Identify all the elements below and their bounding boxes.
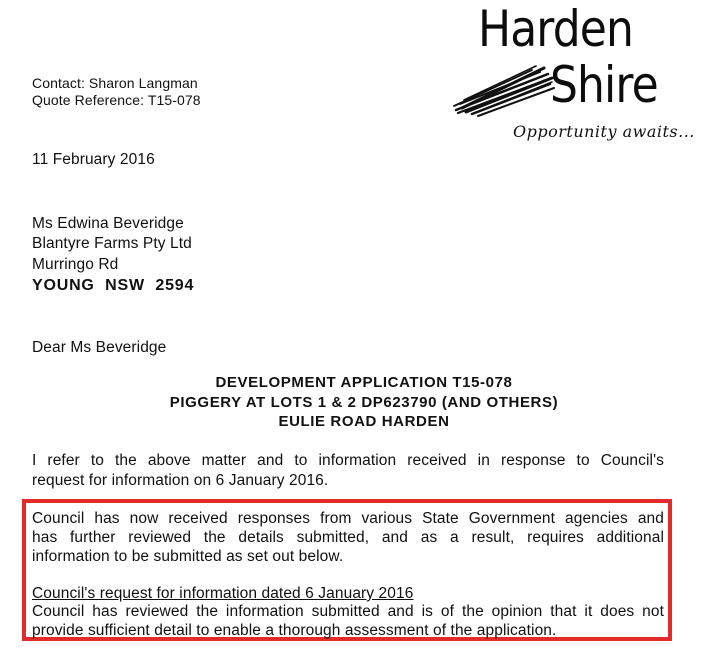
intro-line-2: request for information on 6 January 2016. xyxy=(32,472,329,489)
subject-line-1: DEVELOPMENT APPLICATION T15-078 xyxy=(215,374,513,391)
paragraph-1-line-3: information to be submitted as set out below. xyxy=(32,548,344,565)
paragraph-2-line-1: Council has reviewed the information submitted and is of the opinion that it does not xyxy=(32,603,664,620)
logo-brush-strokes-icon xyxy=(452,60,556,118)
intro-line-1: I refer to the above matter and to information received in response to Council's xyxy=(32,452,664,469)
recipient-company: Blantyre Farms Pty Ltd xyxy=(32,235,192,252)
recipient-name: Ms Edwina Beveridge xyxy=(32,215,184,232)
subject-line-2: PIGGERY AT LOTS 1 & 2 DP623790 (AND OTHERS) xyxy=(169,394,559,411)
recipient-town: YOUNG NSW 2594 xyxy=(32,277,195,294)
request-subheading: Council's request for information dated 6 January 2016 xyxy=(32,585,414,602)
quote-reference: Quote Reference: T15-078 xyxy=(32,92,201,108)
logo-harden-text: Harden xyxy=(478,0,633,58)
paragraph-1-line-2: has further reviewed the details submitted, and as a result, requires additional xyxy=(32,529,664,546)
subject-line-3: EULIE ROAD HARDEN xyxy=(278,413,450,430)
paragraph-1-line-1: Council has now received responses from various State Government agencies and xyxy=(32,510,664,527)
logo-tagline: Opportunity awaits... xyxy=(513,122,695,141)
salutation: Dear Ms Beveridge xyxy=(32,339,167,356)
recipient-street: Murringo Rd xyxy=(32,256,119,273)
logo-shire-text: Shire xyxy=(550,56,658,114)
contact-line: Contact: Sharon Langman xyxy=(32,75,198,91)
paragraph-2-line-2: provide sufficient detail to enable a thorough assessment of the application. xyxy=(32,622,557,639)
letter-date: 11 February 2016 xyxy=(32,151,155,168)
